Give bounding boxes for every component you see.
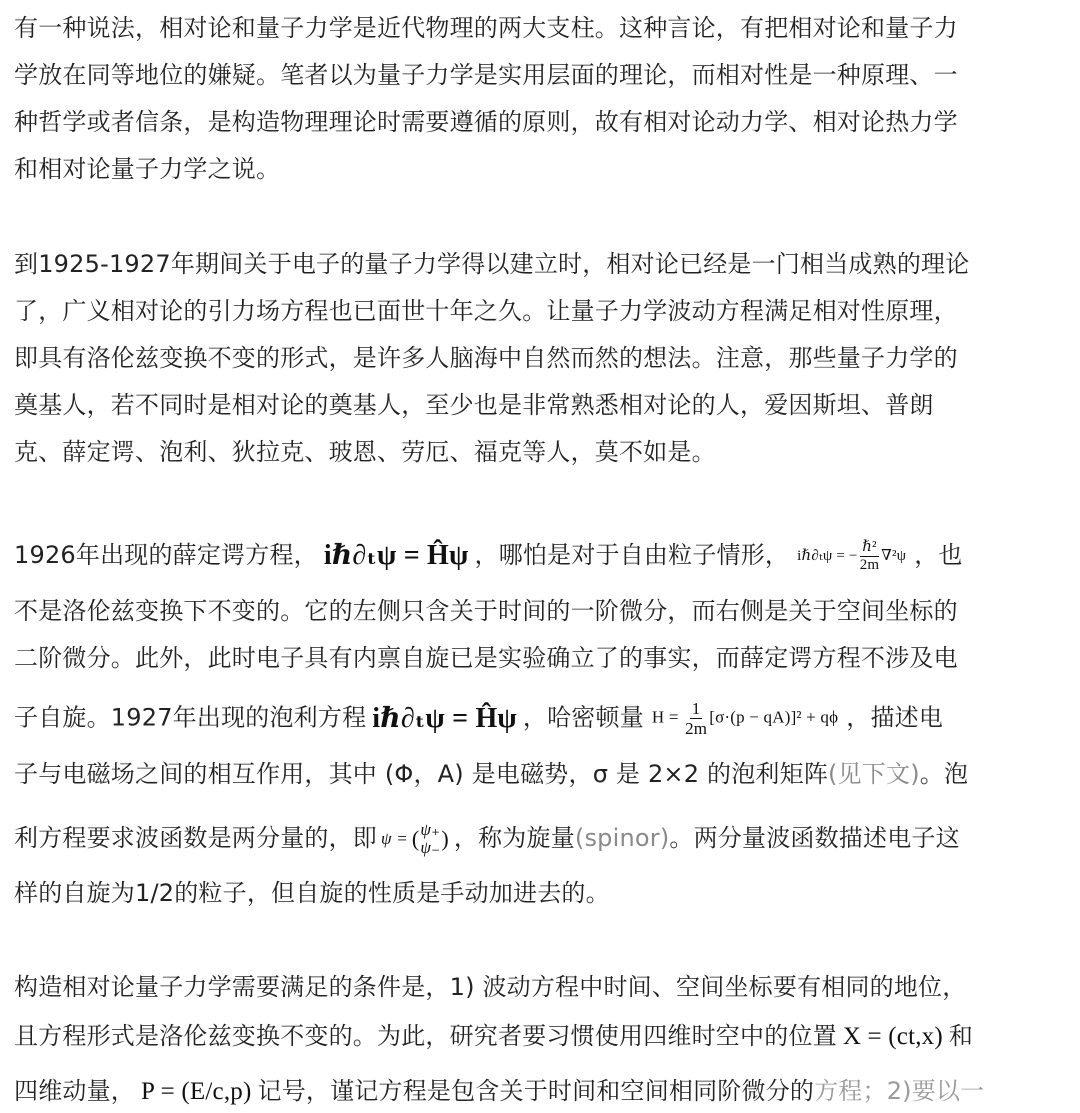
spinor-equation — [381, 821, 450, 857]
paragraph-3-line-1-text-a: 1926年出现的薛定谔方程， — [14, 541, 318, 569]
hamiltonian-fraction-denominator: 2m — [685, 719, 708, 738]
paragraph-3-line-5-text-a: 子与电磁场之间的相互作用，其中 (Φ，A) 是电磁势，σ 是 2×2 的泡利矩阵 — [14, 760, 829, 788]
spinor-left-paren: ( — [411, 826, 420, 851]
paragraph-1-line-4: 和相对论量子力学之说。 — [14, 155, 281, 183]
paragraph-2-line-5: 克、薛定谔、泡利、狄拉克、玻恩、劳厄、福克等人，莫不如是。 — [14, 438, 716, 466]
free-particle-equation-lhs: iℏ∂ₜψ = − — [797, 547, 858, 564]
paragraph-3-line-5 — [14, 757, 1072, 791]
paragraph-3-line-3: 二阶微分。此外，此时电子具有内禀自旋已是实验确立了的事实，而薛定谔方程不涉及电 — [14, 644, 958, 672]
position-four-vector: X = (ct,x) — [842, 1023, 943, 1050]
paragraph-3-line-2: 不是洛伦兹变换下不变的。它的左侧只含关于时间的一阶微分，而右侧是关于空间坐标的 — [14, 597, 958, 625]
paragraph-1-line-1: 有一种说法，相对论和量子力学是近代物理的两大支柱。这种言论，有把相对论和量子力 — [14, 14, 958, 42]
paragraph-3-line-6-text-a: 利方程要求波函数是两分量的，即 — [14, 824, 377, 852]
paragraph-2-line-4: 奠基人，若不同时是相对论的奠基人，至少也是非常熟悉相对论的人，爱因斯坦、普朗 — [14, 391, 934, 419]
schrodinger-equation: iℏ∂ₜψ = Ĥψ — [323, 540, 469, 571]
paragraph-3-line-4-text-b: ，哈密顿量 — [522, 703, 644, 732]
paragraph-3-line-6 — [14, 821, 1072, 857]
paragraph-4-line-3-text-b: 记号，谨记方程是包含关于时间和空间相同阶微分的 — [257, 1077, 815, 1105]
paragraph-3-line-1 — [14, 538, 1072, 573]
hamiltonian-rhs: [σ·(p − qA)]² + qϕ — [709, 707, 839, 727]
paragraph-2-line-2: 了，广义相对论的引力场方程也已面世十年之久。让量子力学波动方程满足相对性原理， — [14, 297, 958, 325]
spinor-note: (spinor) — [574, 824, 670, 852]
paragraph-1-line-2: 学放在同等地位的嫌疑。笔者以为量子力学是实用层面的理论，而相对性是一种原理、一 — [14, 61, 958, 89]
free-particle-fraction-denominator: 2m — [859, 557, 880, 574]
paragraph-3-line-6-text-b: ，称为旋量 — [453, 824, 575, 852]
pauli-equation: iℏ∂ₜψ = Ĥψ — [372, 702, 517, 734]
paragraph-3-line-4-text-c: ，描述电 — [846, 703, 944, 732]
free-particle-fraction — [860, 540, 880, 573]
paragraph-2-line-1: 到1925-1927年期间关于电子的量子力学得以建立时，相对论已经是一门相当成熟的理论 — [14, 250, 970, 278]
hamiltonian-lhs: H = — [651, 707, 679, 727]
paragraph-2-line-3: 即具有洛伦兹变换不变的形式，是许多人脑海中自然而然的想法。注意，那些量子力学的 — [14, 344, 958, 372]
spinor-right-paren: ) — [441, 826, 449, 851]
hamiltonian-equation — [652, 700, 838, 737]
hamiltonian-fraction-numerator: 1 — [691, 699, 701, 718]
paragraph-1-line-3: 种哲学或者信条，是构造物理理论时需要遵循的原则，故有相对论动力学、相对论热力学 — [14, 108, 958, 136]
free-particle-fraction-numerator: ℏ² — [862, 539, 877, 556]
paragraph-3-line-7: 样的自旋为1/2的粒子，但自旋的性质是手动加进去的。 — [14, 879, 610, 907]
paragraph-4-line-1: 构造相对论量子力学需要满足的条件是，1) 波动方程中时间、空间坐标要有相同的地位， — [14, 973, 967, 1001]
free-particle-equation — [797, 539, 906, 573]
paragraph-3-line-4 — [14, 700, 1072, 737]
spinor-components — [420, 821, 440, 857]
paragraph-3-line-6-text-c: 。两分量波函数描述电子这 — [669, 824, 960, 852]
see-below-note: (见下文) — [828, 760, 920, 788]
paragraph-4-line-2-text-a: 且方程形式是洛伦兹变换不变的。为此，研究者要习惯使用四维时空中的位置 — [14, 1022, 837, 1050]
paragraph-3-line-4-text-a: 子自旋。1927年出现的泡利方程 — [14, 703, 367, 732]
paragraph-4-line-3-text-a: 四维动量， — [14, 1077, 135, 1105]
paragraph-3-line-1-text-b: ，哪怕是对于自由粒子情形， — [474, 541, 790, 569]
paragraph-3-line-1-text-c: ，也 — [914, 541, 963, 569]
paragraph-4-line-2 — [14, 1019, 1072, 1054]
paragraph-4-line-2-text-b: 和 — [948, 1022, 974, 1050]
paragraph-4-line-3 — [14, 1074, 1072, 1109]
paragraph-3-line-5-text-b: 。泡 — [919, 760, 969, 788]
momentum-four-vector: P = (E/c,p) — [141, 1078, 252, 1105]
spinor-top: ψ₊ — [420, 820, 441, 840]
hamiltonian-fraction — [685, 700, 707, 737]
spinor-bottom: ψ₋ — [420, 838, 441, 857]
free-particle-equation-rhs: ∇²ψ — [881, 547, 907, 564]
cutoff-text: 方程；2)要以一 — [814, 1077, 985, 1105]
spinor-lhs: ψ = — [381, 829, 408, 848]
